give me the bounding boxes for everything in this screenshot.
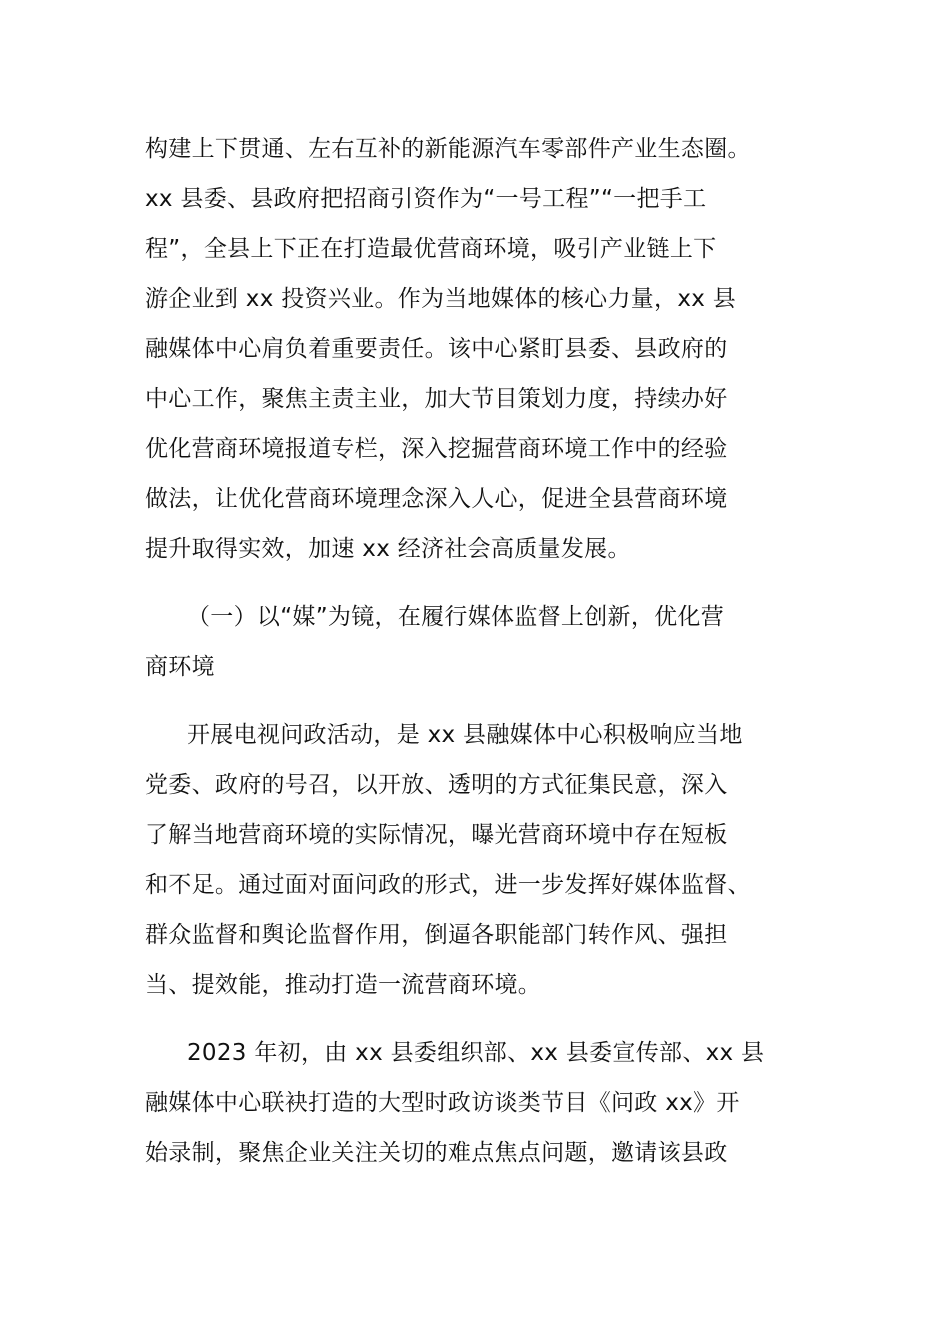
text-line: 开展电视问政活动，是 xx 县融媒体中心积极响应当地 <box>187 722 743 748</box>
text-line: 构建上下贯通、左右互补的新能源汽车零部件产业生态圈。 <box>145 136 751 162</box>
text-line: 融媒体中心联袂打造的大型时政访谈类节目《问政 xx》开 <box>145 1090 740 1116</box>
text-line: 和不足。通过面对面问政的形式，进一步发挥好媒体监督、 <box>145 872 751 898</box>
text-line: 2023 年初，由 xx 县委组织部、xx 县委宣传部、xx 县 <box>187 1040 765 1066</box>
text-line: 提升取得实效，加速 xx 经济社会高质量发展。 <box>145 536 631 562</box>
text-line: 融媒体中心肩负着重要责任。该中心紧盯县委、县政府的 <box>145 336 728 362</box>
text-line: 群众监督和舆论监督作用，倒逼各职能部门转作风、强担 <box>145 922 728 948</box>
text-line: 党委、政府的号召，以开放、透明的方式征集民意，深入 <box>145 772 728 798</box>
text-line: 优化营商环境报道专栏，深入挖掘营商环境工作中的经验 <box>145 436 728 462</box>
text-line: xx 县委、县政府把招商引资作为“一号工程”“一把手工 <box>145 186 707 212</box>
text-line: 程”，全县上下正在打造最优营商环境，吸引产业链上下 <box>145 236 717 262</box>
text-line: 了解当地营商环境的实际情况，曝光营商环境中存在短板 <box>145 822 728 848</box>
heading-line: （一）以“媒”为镜，在履行媒体监督上创新，优化营 <box>187 604 725 630</box>
heading-line: 商环境 <box>145 654 215 680</box>
text-line: 中心工作，聚焦主责主业，加大节目策划力度，持续办好 <box>145 386 728 412</box>
text-line: 游企业到 xx 投资兴业。作为当地媒体的核心力量，xx 县 <box>145 286 737 312</box>
text-line: 做法，让优化营商环境理念深入人心，促进全县营商环境 <box>145 486 728 512</box>
text-line: 当、提效能，推动打造一流营商环境。 <box>145 972 542 998</box>
text-line: 始录制，聚焦企业关注关切的难点焦点问题，邀请该县政 <box>145 1140 728 1166</box>
